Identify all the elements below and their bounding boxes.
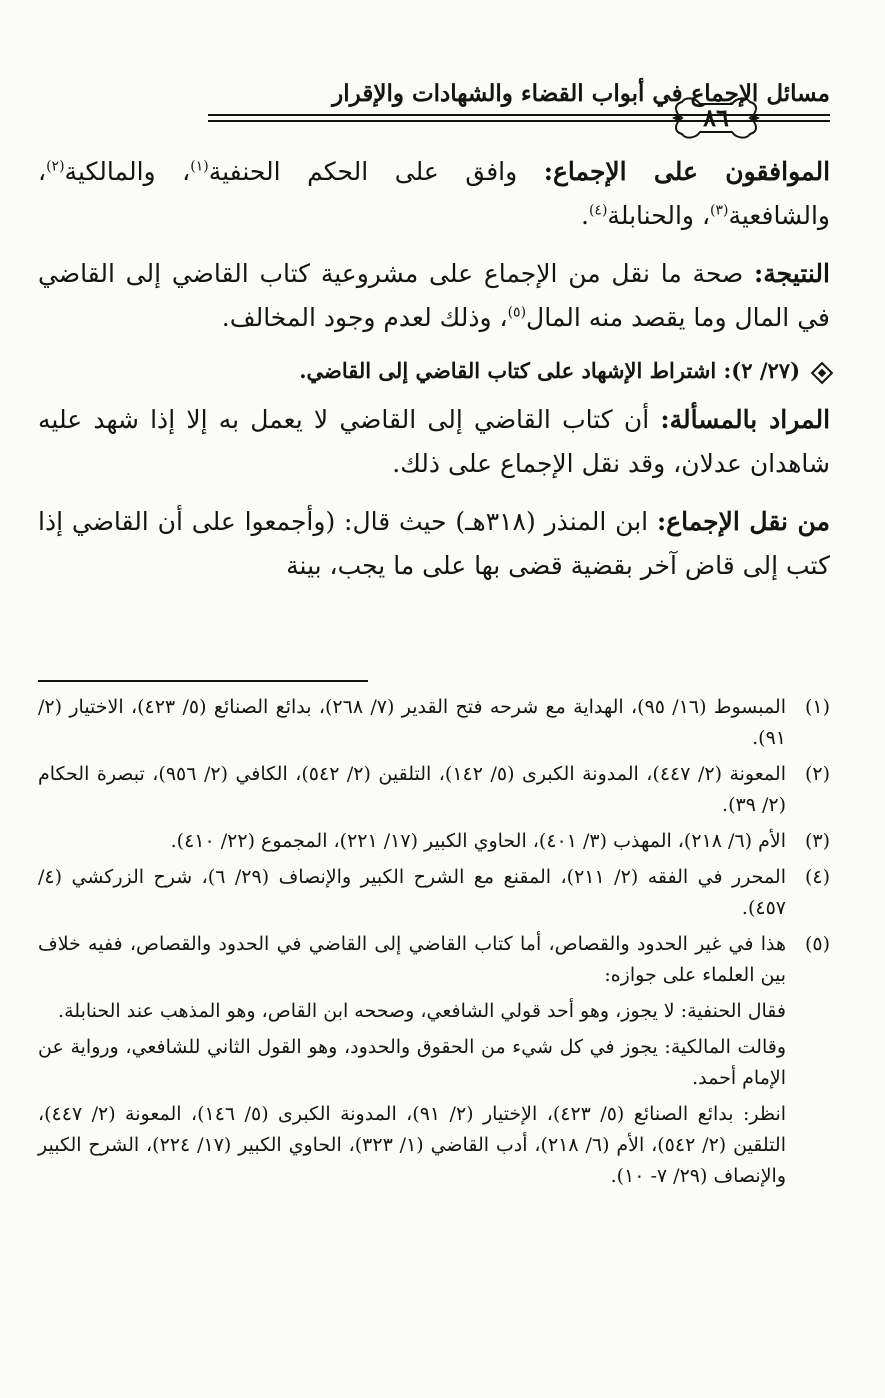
- paragraph-agreeing: [38, 150, 830, 238]
- footnote-paragraph: فقال الحنفية: لا يجوز، وهو أحد قولي الشافعي، وصححه ابن القاص، وهو المذهب عند الحنابلة.: [58, 1000, 786, 1022]
- footnote-ref[interactable]: (٥): [507, 304, 527, 321]
- page-number: ٨٦: [703, 103, 729, 132]
- text-run: صحة ما نقل من الإجماع على مشروعية كتاب القاضي إلى القاضي في المال وما يقصد منه المال: [38, 259, 830, 332]
- book-page: [38, 0, 830, 1398]
- header-rule-left-bottom: [770, 120, 830, 122]
- footnote-paragraph: وقالت المالكية: يجوز في كل شيء من الحقوق والحدود، وهو القول الثاني للشافعي، ورواية عن الإمام أحمد.: [38, 1036, 786, 1089]
- footnote-ref[interactable]: (٣): [710, 202, 729, 219]
- heading-text: (٢٧/ ٢): اشتراط الإشهاد على كتاب القاضي إلى القاضي.: [299, 358, 800, 383]
- paragraph-result: [38, 252, 830, 340]
- lead-label: الموافقون على الإجماع:: [543, 157, 831, 186]
- body-text: [38, 150, 830, 602]
- text-run: ، والحنابلة: [607, 201, 711, 230]
- paragraph-meaning: [38, 398, 830, 486]
- footnote-number: (٥): [804, 933, 830, 955]
- page-number-frame: [670, 94, 762, 142]
- footnote: [38, 862, 830, 924]
- footnote-text: المعونة (٢/ ٤٤٧)، المدونة الكبرى (٥/ ١٤٢)، التلقين (٢/ ٥٤٢)، الكافي (٢/ ٩٥٦)، تبصرة الحكام (٢/ ٣٩).: [38, 763, 786, 816]
- footnote-number: (٤): [804, 866, 830, 888]
- page-header: [38, 72, 830, 132]
- footnote-ref[interactable]: (١): [190, 158, 209, 175]
- footnote-paragraph: هذا في غير الحدود والقصاص، أما كتاب القاضي إلى القاضي في الحدود والقصاص، ففيه خلاف بين العلماء على جوازه:: [38, 933, 786, 986]
- footnote-text: الأم (٦/ ٢١٨)، المهذب (٣/ ٤٠١)، الحاوي الكبير (١٧/ ٢٢١)، المجموع (٢٢/ ٤١٠).: [170, 830, 786, 852]
- section-heading: [38, 354, 830, 388]
- text-run: وافق على الحكم الحنفية: [208, 157, 544, 186]
- footnote-number: (٣): [804, 830, 830, 852]
- footnote-text: المحرر في الفقه (٢/ ٢١١)، المقنع مع الشرح الكبير والإنصاف (٢٩/ ٦)، شرح الزركشي (٤/ ٤٥٧).: [38, 866, 786, 919]
- footnote-ref[interactable]: (٢): [46, 158, 65, 175]
- paragraph-transmitters: [38, 500, 830, 588]
- running-title: مسائل الإجماع في أبواب القضاء والشهادات والإقرار: [332, 80, 830, 107]
- lead-label: من نقل الإجماع:: [656, 507, 830, 536]
- footnote-paragraph: انظر: بدائع الصنائع (٥/ ٤٢٣)، الإختيار (٢/ ٩١)، المدونة الكبرى (٥/ ١٤٦)، المعونة (٢/ ٤٤٧)، التلقين (٢/ ٥٤٢)، الأم (٦/ ٢١٨)، أدب القاضي (١/ ٣٢٣)، الحاوي الكبير (١٧/ ٢٢٤)، الشرح الكبير والإنصاف (٢٩/ ٧- ١٠).: [38, 1103, 787, 1187]
- footnote-number: (١): [804, 696, 830, 718]
- diamond-icon: [811, 361, 834, 384]
- header-rule-left-top: [770, 114, 830, 116]
- text-run: .: [581, 201, 589, 230]
- text-run: أن كتاب القاضي إلى القاضي لا يعمل به إلا إذا شهد عليه شاهدان عدلان، وقد نقل الإجماع على ذلك.: [38, 405, 830, 478]
- text-run: ابن المنذر (٣١٨هـ) حيث قال: (وأجمعوا على أن القاضي إذا كتب إلى قاض آخر بقضية قضى بها على ما يجب، بينة: [38, 507, 830, 580]
- footnote: [38, 692, 830, 754]
- footnote-number: (٢): [804, 763, 830, 785]
- text-run: ، والشافعية: [38, 157, 830, 230]
- footnote-separator: [38, 680, 368, 682]
- text-run: ، وذلك لعدم وجود المخالف.: [221, 303, 508, 332]
- footnotes: [38, 692, 830, 1202]
- footnote: [38, 759, 830, 821]
- footnote-text: المبسوط (١٦/ ٩٥)، الهداية مع شرحه فتح القدير (٧/ ٢٦٨)، بدائع الصنائع (٥/ ٤٢٣)، الاختيار (٢/ ٩١).: [38, 696, 786, 749]
- lead-label: النتيجة:: [754, 259, 830, 288]
- footnote-text: [38, 929, 786, 1197]
- lead-label: المراد بالمسألة:: [660, 405, 831, 434]
- text-run: ، والمالكية: [64, 157, 191, 186]
- footnote: [38, 929, 830, 1197]
- footnote: [38, 826, 830, 857]
- footnote-ref[interactable]: (٤): [588, 202, 608, 219]
